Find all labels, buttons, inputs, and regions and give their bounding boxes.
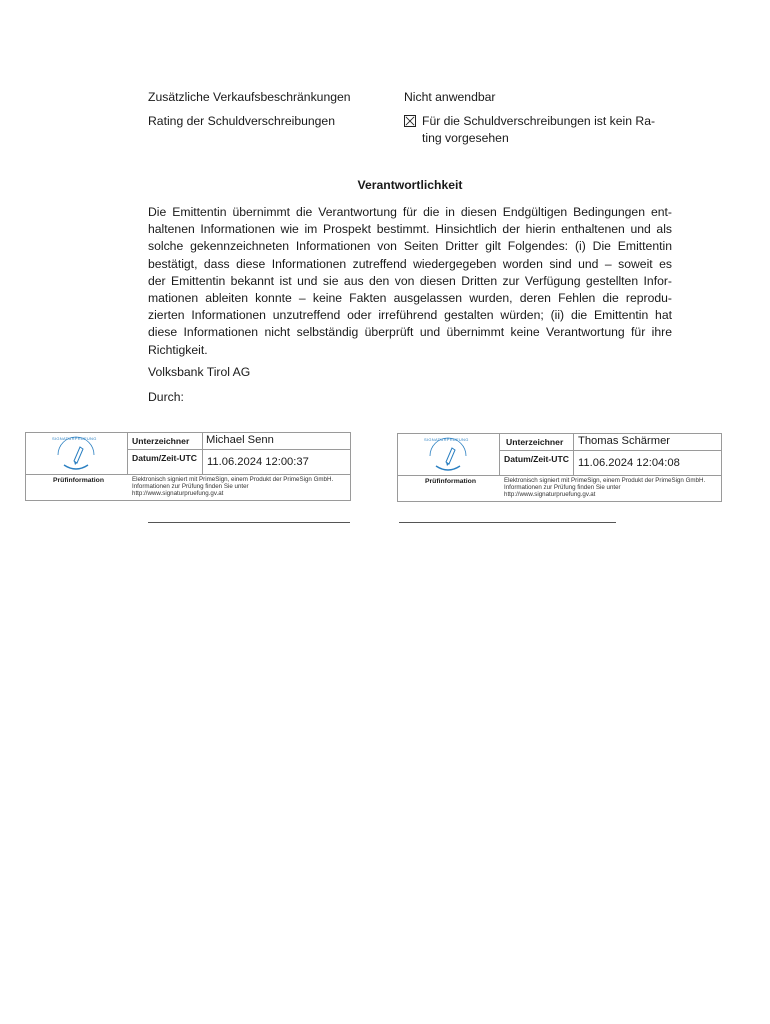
seal-text: SIGNATURPRÜFUNG: [424, 437, 469, 442]
company-name: Volksbank Tirol AG: [148, 365, 251, 379]
check-info-line: Informationen zur Prüfung finden Sie unter: [504, 484, 621, 491]
signature-seal-icon: [416, 436, 480, 474]
seal-text: SIGNATURPRÜFUNG: [52, 436, 97, 441]
signer-name: Michael Senn: [206, 434, 274, 446]
signer-label: Unterzeichner: [132, 436, 190, 446]
check-info-line: Elektronisch signiert mit PrimeSign, einem Produkt der PrimeSign GmbH.: [132, 476, 334, 483]
paragraph-line: mationen ableiten konnte – keine Fakten ausgelassen wurden, deren Fehlen die reprodu-: [148, 291, 672, 306]
paragraph-line: zierten Informationen unzutreffend oder irreführend gestalten würden; (ii) die Emittentin hat: [148, 308, 672, 323]
row-label-rating: Rating der Schuldverschreibungen: [148, 114, 335, 128]
paragraph-line: der Emittentin bekannt ist und sie aus den von diesen Dritten zur Verfügung gestellten Infor-: [148, 273, 672, 288]
check-info-text: [132, 476, 350, 497]
signature-line-2: [399, 522, 616, 523]
datetime-label: Datum/Zeit-UTC: [132, 453, 197, 463]
datetime-label: Datum/Zeit-UTC: [504, 454, 569, 464]
row-value-rating-line2: ting vorgesehen: [422, 131, 509, 145]
check-info-text: [504, 477, 721, 498]
check-info-line: Informationen zur Prüfung finden Sie unter: [132, 483, 249, 490]
signature-block-2: [397, 433, 722, 502]
check-info-label: Prüfinformation: [53, 477, 104, 484]
paragraph-line: diese Informationen nicht selbständig überprüft und übernimmt keine Verantwortung für ihre: [148, 325, 672, 340]
signature-datetime: 11.06.2024 12:00:37: [207, 456, 309, 468]
check-info-label: Prüfinformation: [425, 478, 476, 485]
check-info-line: Elektronisch signiert mit PrimeSign, einem Produkt der PrimeSign GmbH.: [504, 477, 706, 484]
by-label: Durch:: [148, 390, 184, 404]
signature-block-1: [25, 432, 351, 501]
check-info-line: http://www.signaturpruefung.gv.at: [132, 490, 224, 497]
signature-datetime: 11.06.2024 12:04:08: [578, 457, 680, 469]
paragraph-line: haltenen Informationen wie im Prospekt bestimmt. Hinsichtlich der hierin enthaltenen und als: [148, 222, 672, 237]
paragraph-line: bestätigt, dass diese Informationen zutreffend wiedergegeben worden sind und – soweit es: [148, 256, 672, 271]
check-info-line: http://www.signaturpruefung.gv.at: [504, 491, 596, 498]
row-value-sales-restrictions: Nicht anwendbar: [404, 90, 496, 104]
section-heading: Verantwortlichkeit: [357, 178, 463, 192]
responsibility-paragraph: [148, 204, 672, 359]
signer-name: Thomas Schärmer: [578, 435, 671, 447]
paragraph-line: Richtigkeit.: [148, 342, 208, 357]
checked-box-icon: [404, 115, 416, 127]
row-label-sales-restrictions: Zusätzliche Verkaufsbeschränkungen: [148, 90, 351, 104]
row-value-rating-line1: Für die Schuldverschreibungen ist kein Ra-: [422, 114, 656, 128]
paragraph-line: Die Emittentin übernimmt die Verantwortung für die in diesen Endgültigen Bedingungen ent-: [148, 205, 672, 219]
signature-line-1: [148, 522, 350, 523]
signature-seal-icon: [44, 435, 108, 473]
paragraph-line: solche gekennzeichneten Informationen von Seiten Dritter gilt Folgendes: (i) Die Emittentin: [148, 239, 672, 254]
signer-label: Unterzeichner: [506, 437, 564, 447]
